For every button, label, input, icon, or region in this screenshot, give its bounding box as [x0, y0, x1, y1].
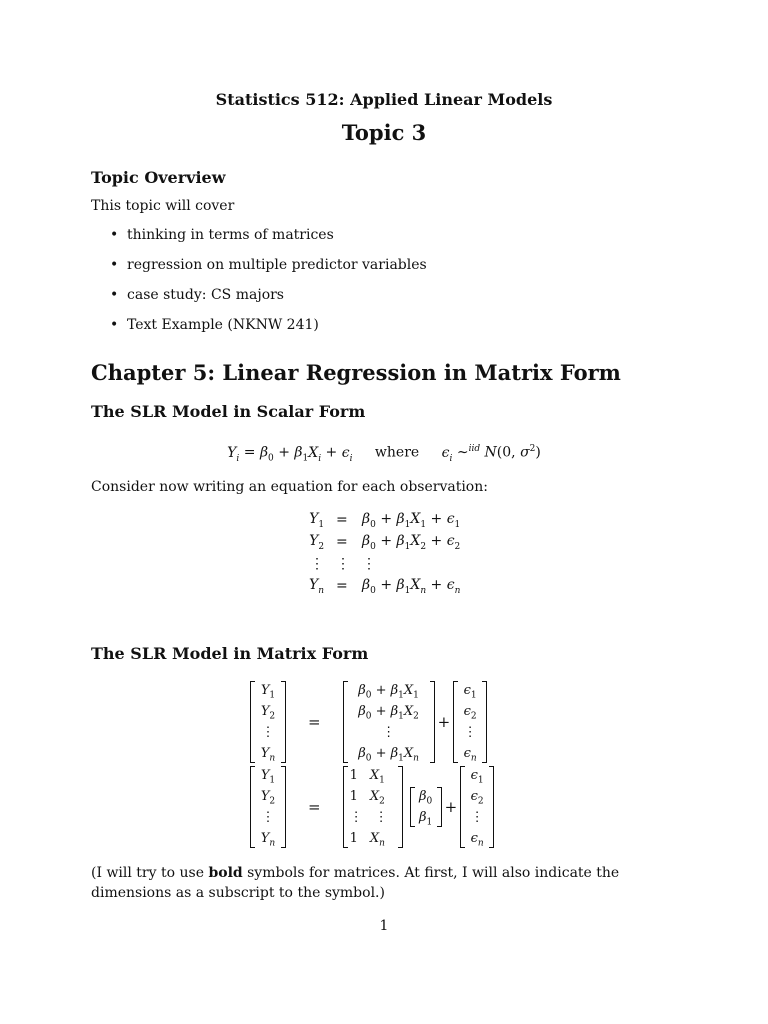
overview-bullet-list — [110, 226, 427, 346]
bold-notation-note — [91, 863, 691, 903]
where-label: where — [374, 444, 420, 461]
chapter-title: Chapter 5: Linear Regression in Matrix Form — [91, 360, 621, 385]
bullet-icon: • — [110, 317, 119, 333]
matrix-equation-expanded: $Y_1$ $Y_2$ ⋮ $Y_n$ = $\beta_0 + \beta_1X_1$ $\beta_0 + \beta_1X_2$ ⋮ $\beta_0 + \beta_1X_n$ + $\epsilon_1$ $\epsilon_2$ ⋮ $\epsilon_n$ — [250, 681, 487, 763]
list-item — [110, 226, 427, 256]
bullet-text: Text Example (NKNW 241) — [127, 317, 319, 333]
y-vector: $Y_1$ $Y_2$ ⋮ $Y_n$ — [250, 766, 286, 848]
observation-equations: $Y_1$ = $\beta_0 + \beta_1X_1 + \epsilon_1$ $Y_2$ = $\beta_0 + \beta_1X_2 + \epsilon_2$ ⋮ ⋮ ⋮ $Y_n$ = $\beta_0 + \beta_1X_n + \epsilon_n$ — [309, 510, 461, 596]
note-text-end: symbols for matrices. At first, I will also indicate the dimensions as a subscript to the symbol.) — [91, 865, 620, 901]
matrix-equation-design: $Y_1$ $Y_2$ ⋮ $Y_n$ = 1 $X_1$ 1 $X_2$ ⋮ ⋮ 1 $X_n$ $\beta_0$ $\beta_1$ + $\epsilon_1$ $\epsilon_2$ ⋮ $\epsilon_n$ — [250, 766, 494, 848]
bullet-icon: • — [110, 227, 119, 243]
matrix-form-heading: The SLR Model in Matrix Form — [91, 644, 369, 663]
error-vector: $\epsilon_1$ $\epsilon_2$ ⋮ $\epsilon_n$ — [460, 766, 494, 848]
course-title: Statistics 512: Applied Linear Models — [215, 90, 553, 109]
slr-scalar-equation: $Y_i = \beta_0 + \beta_1X_i + \epsilon_i$ where $\epsilon_i$ ∼$^{iid}$ N(0, $\sigma^2$) — [227, 444, 541, 464]
design-matrix: 1 $X_1$ 1 $X_2$ ⋮ ⋮ 1 $X_n$ — [343, 766, 403, 848]
page-number: 1 — [379, 918, 389, 934]
list-item — [110, 316, 427, 346]
bullet-icon: • — [110, 287, 119, 303]
y-vector: $Y_1$ $Y_2$ ⋮ $Y_n$ — [250, 681, 286, 763]
beta-vector: $\beta_0$ $\beta_1$ — [410, 787, 442, 827]
overview-heading: Topic Overview — [91, 168, 226, 187]
consider-text: Consider now writing an equation for each observation: — [91, 479, 488, 495]
list-item — [110, 256, 427, 286]
note-bold-word: bold — [208, 865, 243, 881]
scalar-form-heading: The SLR Model in Scalar Form — [91, 402, 366, 421]
error-vector: $\epsilon_1$ $\epsilon_2$ ⋮ $\epsilon_n$ — [453, 681, 487, 763]
note-text-start: (I will try to use — [91, 865, 209, 881]
bullet-icon: • — [110, 257, 119, 273]
bullet-text: regression on multiple predictor variables — [127, 257, 427, 273]
bullet-text: thinking in terms of matrices — [127, 227, 334, 243]
list-item — [110, 286, 427, 316]
mean-vector: $\beta_0 + \beta_1X_1$ $\beta_0 + \beta_1X_2$ ⋮ $\beta_0 + \beta_1X_n$ — [343, 681, 435, 763]
overview-intro: This topic will cover — [91, 198, 235, 214]
topic-title: Topic 3 — [341, 120, 427, 145]
bullet-text: case study: CS majors — [127, 287, 284, 303]
